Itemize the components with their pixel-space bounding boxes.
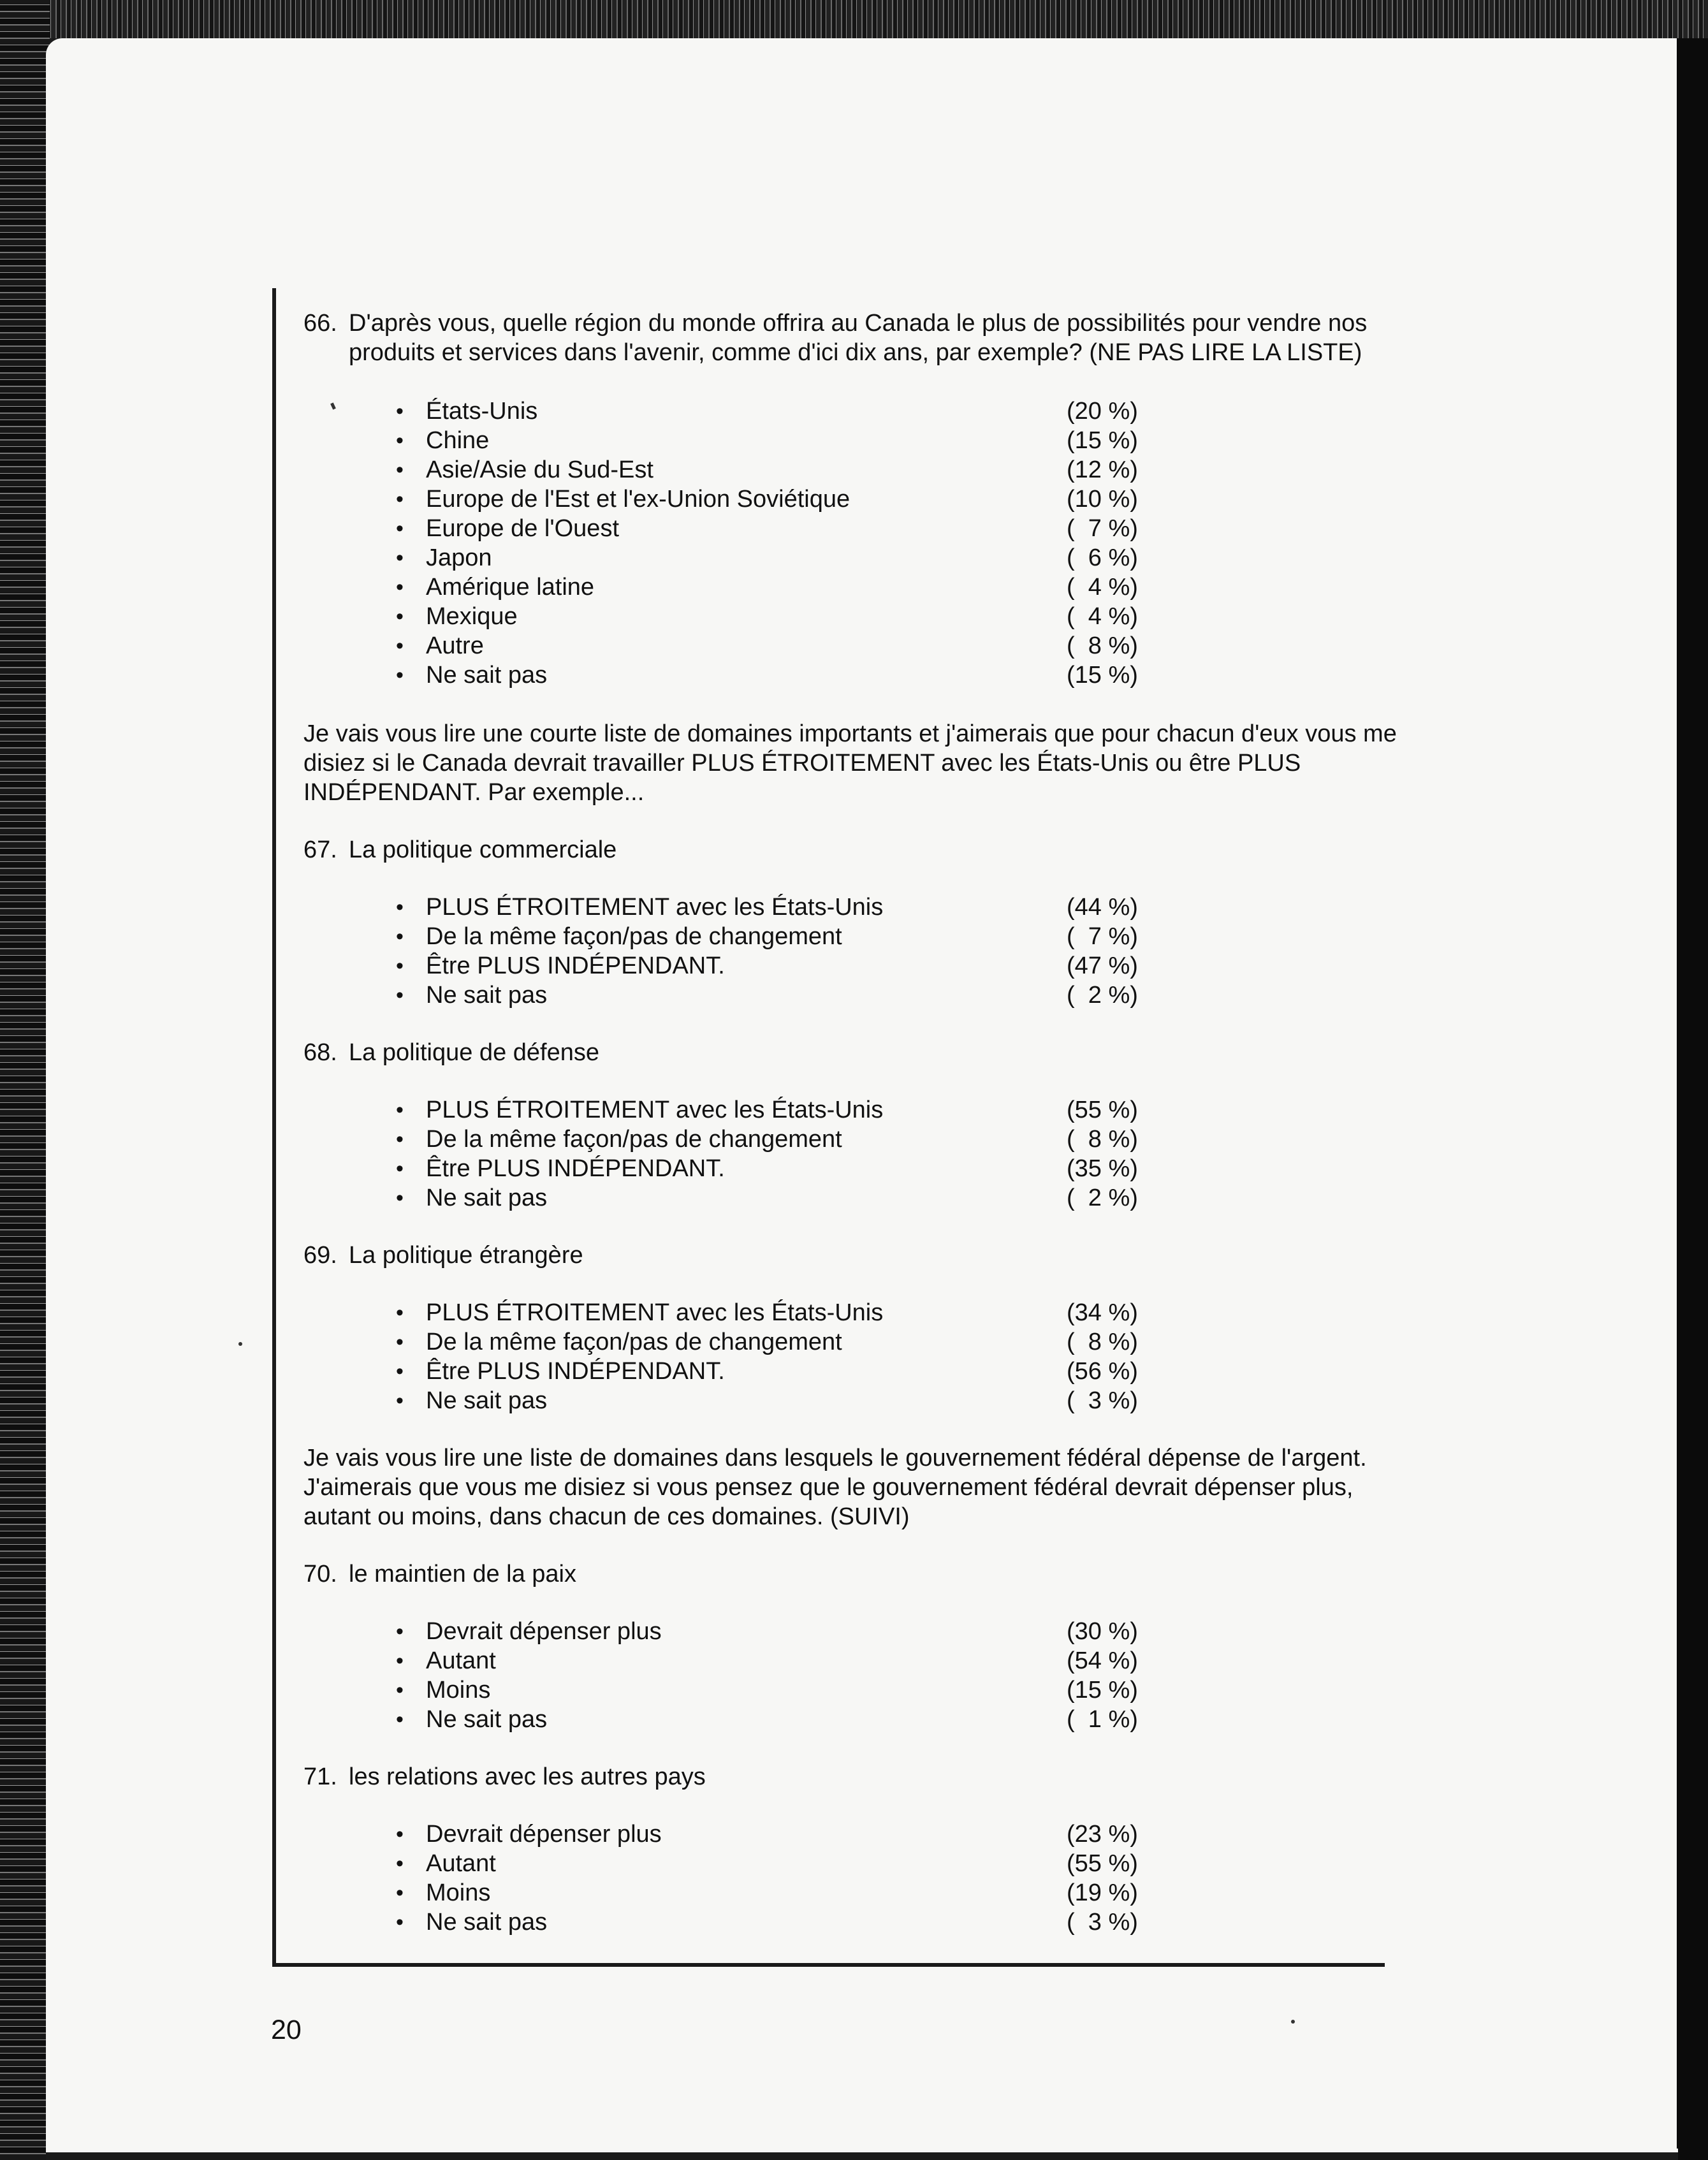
answer-option <box>303 631 1400 660</box>
bullet-icon: • <box>396 1910 404 1934</box>
question-69 <box>303 1241 1400 1415</box>
left-margin-rule <box>272 288 276 1967</box>
question-text: D'après vous, quelle région du monde offrira au Canada le plus de possibilités pour vendre nos produits et services dans l'avenir, comme d'ici dix ans, par exemple? (NE PAS LIRE LA LISTE) <box>349 310 1368 366</box>
answer-percent: ( 8 %) <box>1067 632 1138 659</box>
bullet-icon: • <box>396 487 404 511</box>
answer-label: Être PLUS INDÉPENDANT. <box>426 1155 725 1182</box>
answer-option <box>303 455 1400 485</box>
answer-percent: ( 8 %) <box>1067 1329 1138 1355</box>
bullet-icon: • <box>396 1678 404 1702</box>
scan-border-top <box>0 0 1708 38</box>
bullet-icon: • <box>396 1881 404 1905</box>
answer-label: Mexique <box>426 603 518 630</box>
answer-label: Être PLUS INDÉPENDANT. <box>426 952 725 979</box>
bullet-icon: • <box>396 1127 404 1151</box>
answer-label: Autant <box>426 1647 496 1674</box>
answer-percent: (34 %) <box>1067 1299 1138 1326</box>
answer-option <box>303 1183 1400 1213</box>
answer-label: Europe de l'Est et l'ex-Union Soviétique <box>426 486 850 513</box>
question-text: La politique étrangère <box>349 1242 583 1269</box>
bullet-icon: • <box>396 1707 404 1732</box>
question-70 <box>303 1559 1400 1734</box>
answer-percent: ( 6 %) <box>1067 544 1138 571</box>
answer-percent: (15 %) <box>1067 1677 1138 1704</box>
answer-label: Devrait dépenser plus <box>426 1821 662 1848</box>
bullet-icon: • <box>396 895 404 919</box>
bullet-icon: • <box>396 546 404 570</box>
answer-percent: ( 2 %) <box>1067 982 1138 1009</box>
answer-list <box>303 397 1400 690</box>
question-71 <box>303 1762 1400 1937</box>
answer-percent: (10 %) <box>1067 486 1138 513</box>
answer-label: Ne sait pas <box>426 1706 548 1733</box>
answer-option <box>303 1878 1400 1908</box>
answer-option <box>303 543 1400 573</box>
answer-list <box>303 1617 1400 1734</box>
answer-option <box>303 1908 1400 1937</box>
answer-label: Japon <box>426 544 492 571</box>
question-67 <box>303 835 1400 1010</box>
answer-label: Devrait dépenser plus <box>426 1618 662 1645</box>
answer-percent: (35 %) <box>1067 1155 1138 1182</box>
answer-option <box>303 1357 1400 1386</box>
answer-label: Ne sait pas <box>426 1909 548 1936</box>
bullet-icon: • <box>396 604 404 629</box>
answer-percent: (56 %) <box>1067 1358 1138 1385</box>
answer-option <box>303 602 1400 631</box>
question-number: 71. <box>303 1763 337 1790</box>
answer-option <box>303 951 1400 981</box>
answer-label: Moins <box>426 1879 491 1906</box>
bullet-icon: • <box>396 458 404 482</box>
question-66 <box>303 309 1400 690</box>
bullet-icon: • <box>396 634 404 658</box>
answer-list <box>303 1820 1400 1937</box>
answer-percent: (55 %) <box>1067 1097 1138 1123</box>
scan-border-bottom <box>46 2149 1678 2160</box>
answer-option <box>303 981 1400 1010</box>
answer-list <box>303 893 1400 1010</box>
answer-label: Autre <box>426 632 484 659</box>
survey-content <box>303 309 1400 1937</box>
answer-option <box>303 922 1400 951</box>
answer-label: Ne sait pas <box>426 1185 548 1211</box>
bottom-rule <box>272 1963 1385 1967</box>
answer-label: De la même façon/pas de changement <box>426 923 842 950</box>
question-number: 67. <box>303 836 337 863</box>
answer-label: PLUS ÉTROITEMENT avec les États-Unis <box>426 1299 884 1326</box>
bullet-icon: • <box>396 663 404 687</box>
answer-option <box>303 1705 1400 1734</box>
answer-percent: (15 %) <box>1067 427 1138 454</box>
answer-percent: (20 %) <box>1067 398 1138 425</box>
bullet-icon: • <box>396 1098 404 1122</box>
answer-percent: (47 %) <box>1067 952 1138 979</box>
answer-label: Asie/Asie du Sud-Est <box>426 456 653 483</box>
intro-paragraph: Je vais vous lire une liste de domaines dans lesquels le gouvernement fédéral dépense de l'argent. J'aimerais que vous me disiez si vous pensez que le gouvernement fédéral devrait dépenser plus, autant ou moins, dans chacun de ces domaines. (SUIVI) <box>303 1445 1367 1530</box>
answer-label: Europe de l'Ouest <box>426 515 619 542</box>
bullet-icon: • <box>396 1619 404 1644</box>
bullet-icon: • <box>396 1851 404 1876</box>
answer-label: PLUS ÉTROITEMENT avec les États-Unis <box>426 894 884 921</box>
answer-percent: (55 %) <box>1067 1850 1138 1877</box>
answer-option <box>303 1820 1400 1849</box>
bullet-icon: • <box>396 1186 404 1210</box>
scan-border-right <box>1677 38 1708 2160</box>
answer-list <box>303 1095 1400 1213</box>
bullet-icon: • <box>396 1359 404 1383</box>
bullet-icon: • <box>396 954 404 978</box>
question-68 <box>303 1038 1400 1213</box>
bullet-icon: • <box>396 983 404 1007</box>
bullet-icon: • <box>396 1649 404 1673</box>
answer-percent: (12 %) <box>1067 456 1138 483</box>
answer-label: De la même façon/pas de changement <box>426 1329 842 1355</box>
answer-option <box>303 1125 1400 1154</box>
scan-speck <box>1291 2020 1295 2024</box>
bullet-icon: • <box>396 1157 404 1181</box>
bullet-icon: • <box>396 516 404 541</box>
answer-option <box>303 660 1400 690</box>
answer-percent: ( 2 %) <box>1067 1185 1138 1211</box>
answer-percent: ( 3 %) <box>1067 1387 1138 1414</box>
answer-percent: ( 4 %) <box>1067 603 1138 630</box>
bullet-icon: • <box>396 1389 404 1413</box>
answer-label: PLUS ÉTROITEMENT avec les États-Unis <box>426 1097 884 1123</box>
bullet-icon: • <box>396 575 404 599</box>
answer-option <box>303 573 1400 602</box>
bullet-icon: • <box>396 1330 404 1354</box>
answer-percent: ( 1 %) <box>1067 1706 1138 1733</box>
answer-percent: ( 4 %) <box>1067 574 1138 601</box>
answer-option <box>303 1095 1400 1125</box>
answer-label: Être PLUS INDÉPENDANT. <box>426 1358 725 1385</box>
answer-percent: (23 %) <box>1067 1821 1138 1848</box>
scan-border-left <box>0 0 50 2160</box>
question-number: 70. <box>303 1561 337 1587</box>
answer-option <box>303 1327 1400 1357</box>
answer-percent: ( 7 %) <box>1067 923 1138 950</box>
bullet-icon: • <box>396 924 404 949</box>
answer-option <box>303 1675 1400 1705</box>
answer-option <box>303 397 1400 426</box>
answer-percent: (19 %) <box>1067 1879 1138 1906</box>
bullet-icon: • <box>396 428 404 453</box>
scan-speck <box>238 1342 242 1346</box>
question-number: 68. <box>303 1039 337 1066</box>
answer-percent: (30 %) <box>1067 1618 1138 1645</box>
answer-percent: (44 %) <box>1067 894 1138 921</box>
answer-label: De la même façon/pas de changement <box>426 1126 842 1153</box>
page-number: 20 <box>271 2015 302 2045</box>
bullet-icon: • <box>396 1822 404 1846</box>
answer-percent: (54 %) <box>1067 1647 1138 1674</box>
answer-option <box>303 1617 1400 1646</box>
answer-option <box>303 514 1400 543</box>
answer-label: Amérique latine <box>426 574 595 601</box>
question-number: 69. <box>303 1242 337 1269</box>
answer-option <box>303 426 1400 455</box>
answer-percent: ( 7 %) <box>1067 515 1138 542</box>
answer-percent: ( 8 %) <box>1067 1126 1138 1153</box>
answer-label: Ne sait pas <box>426 982 548 1009</box>
intro-paragraph: Je vais vous lire une courte liste de domaines importants et j'aimerais que pour chacun d'eux vous me disiez si le Canada devrait travailler PLUS ÉTROITEMENT avec les États-Unis ou être PLUS INDÉPENDANT. Par exemple... <box>303 720 1397 806</box>
answer-label: Ne sait pas <box>426 1387 548 1414</box>
answer-label: Moins <box>426 1677 491 1704</box>
answer-option <box>303 485 1400 514</box>
answer-option <box>303 893 1400 922</box>
answer-label: Autant <box>426 1850 496 1877</box>
answer-label: Ne sait pas <box>426 662 548 689</box>
answer-percent: ( 3 %) <box>1067 1909 1138 1936</box>
answer-option <box>303 1646 1400 1675</box>
question-text: les relations avec les autres pays <box>349 1763 706 1790</box>
question-text: La politique de défense <box>349 1039 599 1066</box>
question-number: 66. <box>303 310 337 337</box>
question-text: le maintien de la paix <box>349 1561 576 1587</box>
answer-percent: (15 %) <box>1067 662 1138 689</box>
answer-option <box>303 1154 1400 1183</box>
answer-option <box>303 1849 1400 1878</box>
answer-option <box>303 1298 1400 1327</box>
question-text: La politique commerciale <box>349 836 617 863</box>
answer-label: Chine <box>426 427 490 454</box>
answer-label: États-Unis <box>426 398 538 425</box>
answer-option <box>303 1386 1400 1415</box>
bullet-icon: • <box>396 399 404 423</box>
answer-list <box>303 1298 1400 1415</box>
bullet-icon: • <box>396 1301 404 1325</box>
